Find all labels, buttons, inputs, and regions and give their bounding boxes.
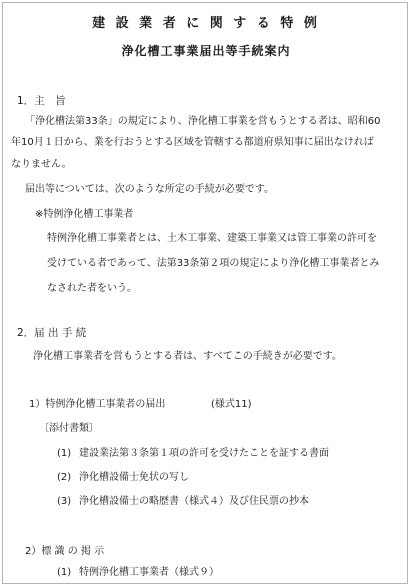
document-title: 建 設 業 者 に 関 す る 特 例 (92, 16, 320, 31)
attachment-3-text: 浄化槽設備士の略歴書（様式４）及び住民票の抄本 (79, 496, 309, 507)
item-1-form-number: (様式11) (211, 399, 252, 410)
section-1-para1-line2: 年10月１日から、業を行おうとする区域を管轄する都道府県知事に届出なければ (11, 137, 374, 148)
attachment-2-number: (2) (57, 472, 72, 483)
section-2-intro: 浄化槽工事業者を営もうとする者は、すべてこの手続きが必要です。 (33, 351, 342, 362)
sign-item-1-number: (1) (57, 567, 72, 578)
special-contractor-note-line2: 受けている者であって、法第33条第２項の規定により浄化槽工事業者とみ (47, 258, 380, 269)
special-contractor-note-line1: 特例浄化槽工事業者とは、土木工事業、建築工事業又は管工事業の許可を (47, 233, 377, 244)
section-1-para1-line3: なりません。 (11, 159, 72, 170)
document-page (2, 2, 408, 584)
attachment-1-number: (1) (57, 448, 72, 459)
attachment-1-text: 建設業法第３条第１項の許可を受けたことを証する書面 (79, 448, 329, 459)
section-2-heading: 2．届 出 手 続 (17, 327, 87, 339)
document-subtitle: 浄化槽工事業届出等手続案内 (121, 44, 291, 58)
item-1-label: 1）特例浄化槽工事業者の届出 (29, 399, 166, 410)
section-1-para2: 届出等については、次のような所定の手続が必要です。 (25, 184, 274, 195)
special-contractor-note-line3: なされた者をいう。 (47, 283, 137, 294)
special-contractor-note-heading: ※特例浄化槽工事業者 (35, 209, 134, 220)
section-1-para1-line1: 「浄化槽法第33条」の規定により、浄化槽工事業を営もうとする者は、昭和60 (25, 116, 381, 127)
item-2-label: 2）標 識 の 掲 示 (25, 546, 105, 557)
sign-item-1-text: 特例浄化槽工事業者（様式９） (79, 567, 219, 578)
section-1-heading: 1．主 旨 (17, 95, 66, 107)
attachment-3-number: (3) (57, 496, 72, 507)
attachments-heading: 〔添付書類〕 (39, 423, 99, 434)
attachment-2-text: 浄化槽設備士免状の写し (79, 472, 189, 483)
